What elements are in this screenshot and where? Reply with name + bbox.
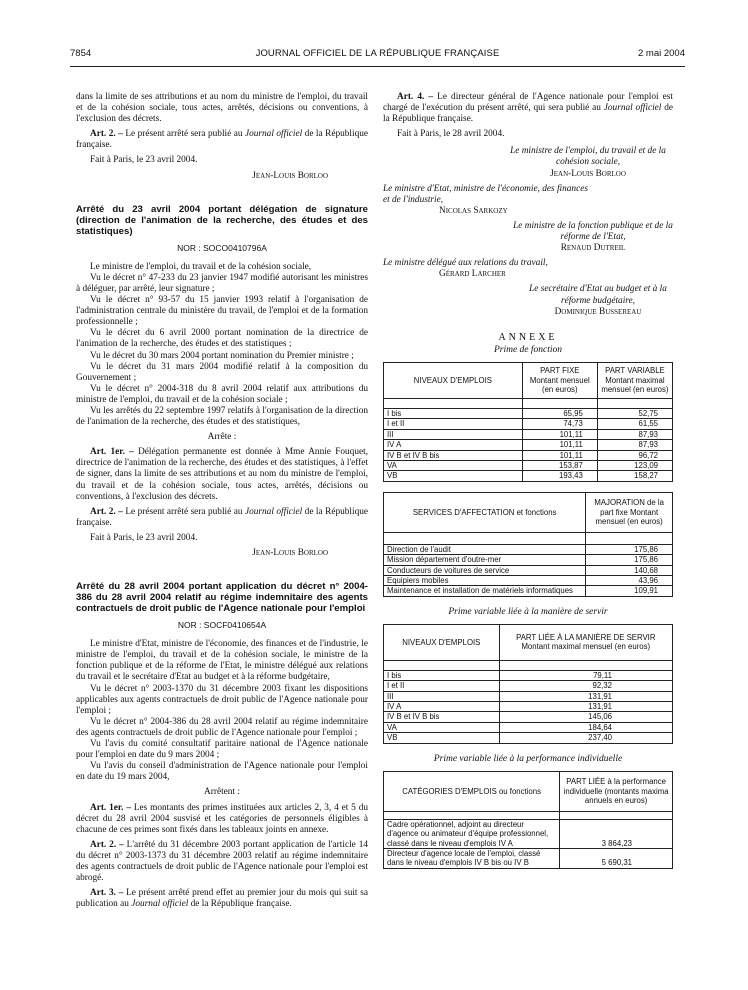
signatory: Le ministre de la fonction publique et de la réforme de l'Etat, Renaud Dutreil	[513, 220, 673, 254]
table-title: Prime de fonction	[493, 344, 563, 355]
signatories	[383, 146, 673, 317]
table-row: VB 237,40	[384, 733, 673, 743]
intro-paragraph: dans la limite de ses attributions et au nom du ministre de l'emploi, du travail et de la cohésion sociale, tous actes, arrêtés, décisions ou conventions, à l'exclusion des décrets.	[76, 92, 368, 125]
signatory: Le ministre de l'emploi, du travail et de la cohésion sociale, Jean-Louis Borloo	[510, 146, 666, 179]
table-row: IV B et IV B bis 145,06	[384, 712, 673, 722]
article-2: Art. 2. – Le présent arrêté sera publié au Journal officiel de la République française.	[76, 506, 368, 528]
column-header: PART FIXE Montant mensuel (en euros)	[522, 362, 597, 398]
prime-performance-table	[383, 771, 673, 869]
arrete-label: Arrêtent :	[204, 787, 240, 798]
table-row: I bis 79,11	[384, 670, 673, 680]
table-row: IV A 101,11 87,93	[384, 440, 673, 450]
table-title: Prime variable liée à la performance individuelle	[433, 753, 623, 764]
table-row: I et II 74,73 61,55	[384, 419, 673, 429]
journal-title: JOURNAL OFFICIEL DE LA RÉPUBLIQUE FRANÇAISE	[255, 48, 500, 59]
table-row: VB 193,43 158,27	[384, 471, 673, 481]
issue-date: 2 mai 2004	[637, 48, 685, 59]
column-header: NIVEAUX D'EMPLOIS	[384, 362, 523, 398]
table-row: Directeur d'agence locale de l'emploi, classé dans le niveau d'emplois IV B bis ou IV B 5 690,31	[384, 849, 673, 869]
page-number: 7854	[70, 48, 92, 59]
table-row: III 101,11 87,93	[384, 429, 673, 439]
decree-title: Arrêté du 23 avril 2004 portant délégation de signature (direction de l'animation de la recherche, des études et des statistiques)	[76, 203, 368, 237]
arrete-label: Arrête :	[207, 432, 237, 443]
signatory: Le ministre délégué aux relations du travail, Gérard Larcher	[383, 258, 548, 280]
signatory: Le secrétaire d'Etat au budget et à la réforme budgétaire, Dominique Bussereau	[529, 284, 667, 317]
prime-fonction-table	[383, 362, 673, 482]
decree-preamble	[76, 639, 368, 783]
article-1: Art. 1er. – Délégation permanente est donnée à Mme Annie Fouquet, directrice de l'animation de la recherche, des études et des statistiques, à l'effet de signer, dans la limite de ses attributions et au nom du ministre de l'emploi, du travail et de la cohésion sociale, tous actes, arrêtés, décisions ou conventions, à l'exclusion des décrets.	[76, 447, 368, 502]
preamble-line: Vu le décret n° 2004-386 du 28 avril 2004 relatif au régime indemnitaire des agents contractuels de droit public de l'Agence nationale pour l'emploi ;	[76, 716, 368, 738]
article-2: Art. 2. – L'arrêté du 31 décembre 2003 portant application de l'article 14 du décret n° 2003-1373 du 31 décembre 2003 relatif au régime indemnitaire des agents contractuels de droit public de l'Agence nationale pour l'emploi est abrogé.	[76, 839, 368, 884]
right-column	[383, 92, 673, 869]
annexe-title: ANNEXE	[498, 331, 558, 343]
article-3: Art. 3. – Le présent arrêté prend effet au premier jour du mois qui suit sa publication au Journal officiel de la République française.	[76, 888, 368, 910]
table-row: VA 153,87 123,09	[384, 460, 673, 470]
preamble-line: Vu le décret du 6 avril 2000 portant nomination de la directrice de l'animation de la recherche, des études et des statistiques ;	[76, 328, 368, 350]
preamble-line: Le ministre de l'emploi, du travail et de la cohésion sociale,	[90, 261, 312, 272]
table-row: Cadre opérationnel, adjoint au directeur d'agence ou animateur d'équipe professionnel, classé dans le niveau d'emplois IV A 3 864,23	[384, 819, 673, 848]
article-4: Art. 4. – Le directeur général de l'Agence nationale pour l'emploi est chargé de l'exécution du présent arrêté, qui sera publié au Journal officiel de la République française.	[383, 92, 674, 125]
article-1: Art. 1er. – Les montants des primes instituées aux articles 2, 3, 4 et 5 du décret du 28 avril 2004 susvisé et les catégories de personnels éligibles à chacune de ces primes sont fixés dans les tableaux joints en annexe.	[76, 802, 368, 835]
preamble-line: Vu le décret du 30 mars 2004 portant nomination du Premier ministre ;	[90, 350, 354, 361]
fait-a-paris: Fait à Paris, le 28 avril 2004.	[397, 129, 505, 140]
decree-preamble	[76, 262, 368, 428]
table-row: IV B et IV B bis 101,11 96,72	[384, 450, 673, 460]
preamble-line: Vu le décret n° 2004-318 du 8 avril 2004 relatif aux attributions du ministre de l'emploi, du travail et de la cohésion sociale ;	[76, 383, 368, 405]
preamble-line: Vu le décret n° 93-57 du 15 janvier 1993 relatif à l'organisation de l'administration centrale du ministère du travail, de l'emploi et de la formation professionnelle ;	[76, 295, 368, 328]
fait-a-paris: Fait à Paris, le 23 avril 2004.	[90, 155, 198, 166]
preamble-line: Vu le décret n° 2003-1370 du 31 décembre 2003 fixant les dispositions applicables aux agents contractuels de droit public de l'Agence nationale pour l'emploi ;	[76, 683, 368, 716]
preamble-line: Le ministre d'Etat, ministre de l'économie, des finances et de l'industrie, le ministre de l'emploi, du travail et de la cohésion sociale, le ministre de la fonction publique et de la réforme de l'Etat, le ministre délégué aux relations du travail et le secrétaire d'Etat au budget et à la réforme budgétaire,	[76, 639, 368, 683]
fait-a-paris: Fait à Paris, le 23 avril 2004.	[90, 532, 198, 543]
prime-servir-table	[383, 624, 673, 744]
preamble-line: Vu le décret du 31 mars 2004 modifié relatif à la composition du Gouvernement ;	[76, 361, 368, 383]
signatory: Le ministre d'Etat, ministre de l'économie, des finances et de l'industrie, Nicolas Sarkozy	[383, 183, 588, 216]
header-rule	[70, 66, 685, 67]
preamble-line: Vu le décret n° 47-233 du 23 janvier 1947 modifié autorisant les ministres à déléguer, par arrêté, leur signature ;	[76, 272, 368, 294]
page-header	[70, 48, 685, 62]
signature: Jean-Louis Borloo	[252, 548, 328, 558]
nor-reference: NOR : SOCO0410796A	[177, 242, 267, 253]
nor-reference: NOR : SOCF0410654A	[177, 620, 267, 631]
column-header: CATÉGORIES D'EMPLOIS ou fonctions	[384, 771, 560, 811]
table-row: VA 184,64	[384, 722, 673, 732]
table-row: Conducteurs de voitures de service 140,68	[384, 565, 673, 575]
table-title: Prime variable liée à la manière de servir	[448, 606, 608, 617]
column-header: PART LIÉE À LA MANIÈRE DE SERVIR Montant maximal mensuel (en euros)	[499, 624, 672, 660]
preamble-line: Vu les arrêtés du 22 septembre 1997 relatifs à l'organisation de la direction de l'animation de la recherche, des études et des statistiques,	[76, 405, 368, 428]
column-header: PART LIÉE à la performance individuelle (montants maxima annuels en euros)	[560, 771, 673, 811]
column-header: SERVICES D'AFFECTATION et fonctions	[384, 492, 586, 532]
left-column	[76, 92, 368, 910]
column-header: NIVEAUX D'EMPLOIS	[384, 624, 500, 660]
article-2-previous: Art. 2. – Le présent arrêté sera publié au Journal officiel de la République française.	[76, 129, 368, 151]
table-row: Direction de l'audit 175,86	[384, 544, 673, 554]
table-row: I bis 65,95 52,75	[384, 408, 673, 418]
preamble-line: Vu l'avis du conseil d'administration de l'Agence nationale pour l'emploi en date du 19 mars 2004,	[76, 761, 368, 783]
decree-title: Arrêté du 28 avril 2004 portant application du décret n° 2004-386 du 28 avril 2004 relatif au régime indemnitaire des agents contractuels de droit public de l'Agence nationale pour l'emploi	[76, 581, 368, 615]
signature: Jean-Louis Borloo	[252, 170, 328, 181]
table-row: I et II 92,32	[384, 681, 673, 691]
table-row: III 131,91	[384, 691, 673, 701]
table-row: Maintenance et installation de matériels informatiques 109,91	[384, 586, 673, 596]
table-row: IV A 131,91	[384, 702, 673, 712]
preamble-line: Vu l'avis du comité consultatif paritaire national de l'Agence nationale pour l'emploi en date du 9 mars 2004 ;	[76, 739, 368, 761]
table-row: Equipiers mobiles 43,96	[384, 575, 673, 585]
table-row: Mission département d'outre-mer 175,86	[384, 555, 673, 565]
column-header: PART VARIABLE Montant maximal mensuel (en euros)	[597, 362, 672, 398]
column-header: MAJORATION de la part fixe Montant mensuel (en euros)	[586, 492, 673, 532]
services-table	[383, 492, 673, 597]
